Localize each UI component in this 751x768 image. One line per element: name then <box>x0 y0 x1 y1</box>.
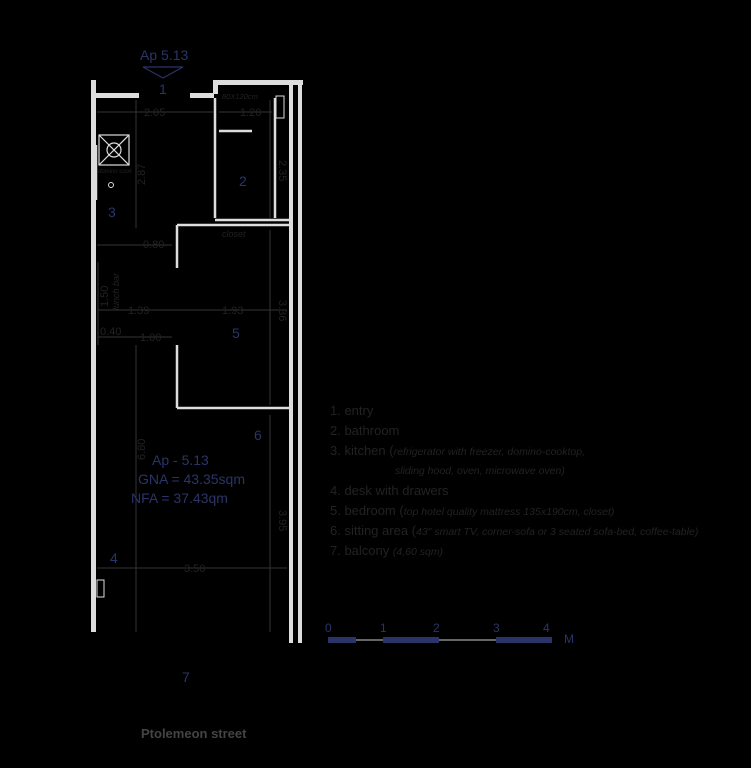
dim-336: 3.36 <box>276 300 288 322</box>
dim-193: 1.93 <box>222 305 244 317</box>
dim-040: 0.40 <box>100 326 122 338</box>
legend-item: 7. balcony (4,60 sqm) <box>330 543 444 558</box>
scale-tick-2: 2 <box>433 621 440 635</box>
dim-150: 1.50 <box>99 285 111 307</box>
scale-tick-1: 1 <box>380 621 387 635</box>
stats-nfa: NFA = 37.43qm <box>131 490 228 506</box>
legend-item: 3. kitchen (refrigerator with freezer, domino-cooktop, <box>330 443 586 458</box>
legend-item: 5. bedroom (top hotel quality mattress 135x190cm, closet) <box>330 503 615 518</box>
dim-287: 2.87 <box>136 163 148 185</box>
plan-title: Ap 5.13 <box>140 47 189 63</box>
dim-680: 6.80 <box>136 438 148 460</box>
dim-205: 2.05 <box>144 107 166 119</box>
cooktop-label: domino cook <box>98 169 133 175</box>
lunch-bar-label: lunch bar <box>111 272 121 310</box>
room-number-3: 3 <box>108 204 116 220</box>
dim-100: 1.00 <box>140 332 162 344</box>
dim-120: 1.20 <box>240 107 262 119</box>
room-number-7: 7 <box>182 669 190 685</box>
entry-number: 1 <box>159 81 167 97</box>
scale-tick-0: 0 <box>325 621 332 635</box>
dim-80x120: 80X120cm <box>222 92 258 101</box>
legend-item: 2. bathroom <box>330 423 400 438</box>
legend-item: sliding hood, oven, microwave oven) <box>395 465 565 477</box>
legend-item: 6. sitting area (43" smart TV, corner-sofa or 3 seated sofa-bed, coffee-table) <box>330 523 699 538</box>
room-number-6: 6 <box>254 427 262 443</box>
legend-item: 4. desk with drawers <box>330 483 449 498</box>
street-label: Ptolemeon street <box>141 726 247 741</box>
dim-080: 0.80 <box>143 239 165 251</box>
scale-tick-3: 3 <box>493 621 500 635</box>
dim-395: 3.95 <box>276 510 288 532</box>
stats-gna: GNA = 43.35sqm <box>138 471 246 487</box>
dim-235: 2.35 <box>276 160 288 182</box>
room-number-5: 5 <box>232 325 240 341</box>
room-number-2: 2 <box>239 173 247 189</box>
dim-139: 1.39 <box>128 305 150 317</box>
closet-label: closet <box>222 229 246 239</box>
stats-apartment: Ap - 5.13 <box>152 452 209 468</box>
dim-350: 3.50 <box>184 563 206 575</box>
legend-item: 1. entry <box>330 403 374 418</box>
scale-unit: M <box>564 632 574 646</box>
room-number-4: 4 <box>110 550 118 566</box>
scale-tick-4: 4 <box>543 621 550 635</box>
